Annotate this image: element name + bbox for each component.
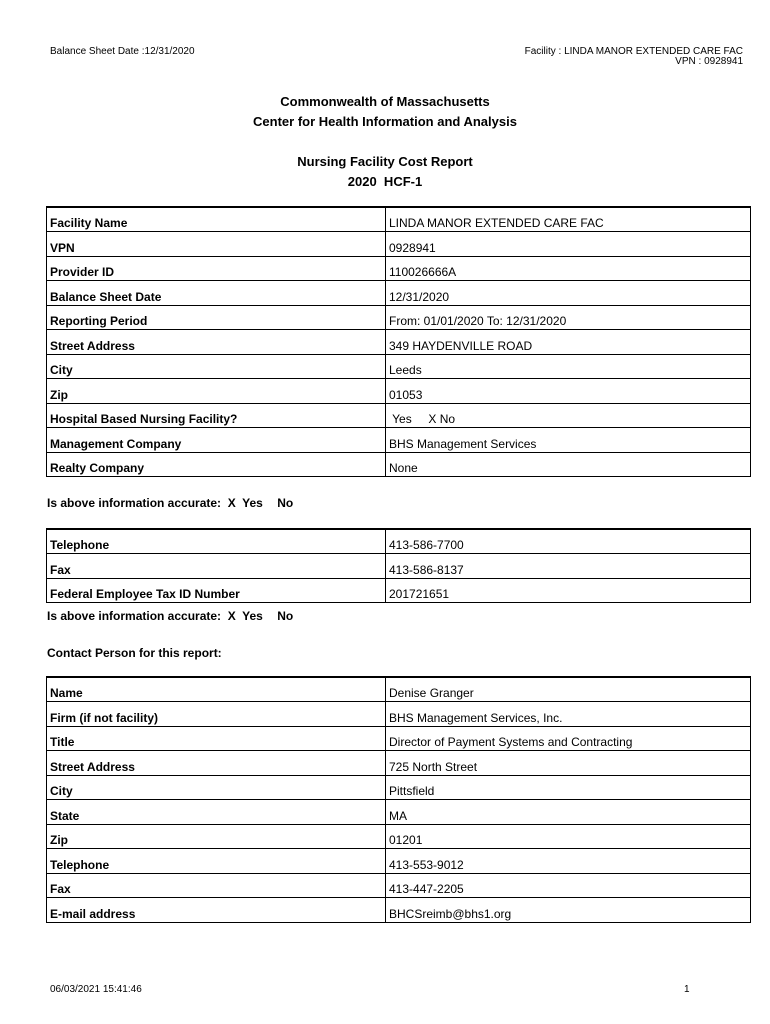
- accuracy-no: No: [277, 609, 294, 623]
- row-label: Provider ID: [47, 256, 386, 281]
- facility-name-header: Facility : LINDA MANOR EXTENDED CARE FAC: [524, 46, 743, 57]
- accuracy-no: No: [277, 496, 294, 510]
- contact-numbers-table: [46, 528, 751, 603]
- table-row: [47, 529, 751, 554]
- accuracy-question: Is above information accurate: X Yes: [47, 609, 263, 623]
- table-row: [47, 256, 751, 281]
- row-value: 349 HAYDENVILLE ROAD: [386, 330, 751, 355]
- row-label: Zip: [47, 379, 386, 404]
- footer-timestamp: 06/03/2021 15:41:46: [50, 984, 142, 995]
- row-label: Title: [47, 726, 386, 751]
- row-label: City: [47, 354, 386, 379]
- vpn-header: VPN : 0928941: [675, 56, 743, 67]
- row-value: 725 North Street: [386, 751, 751, 776]
- row-label: Fax: [47, 554, 386, 579]
- row-value: 413-553-9012: [386, 849, 751, 874]
- row-label: Reporting Period: [47, 305, 386, 330]
- row-value: 12/31/2020: [386, 281, 751, 306]
- row-value: 01053: [386, 379, 751, 404]
- row-label: Telephone: [47, 529, 386, 554]
- row-value: 413-586-8137: [386, 554, 751, 579]
- table-row: [47, 873, 751, 898]
- table-row: [47, 726, 751, 751]
- table-row: [47, 207, 751, 232]
- row-label: State: [47, 800, 386, 825]
- row-value: Director of Payment Systems and Contracting: [386, 726, 751, 751]
- accuracy-note-2: [47, 609, 293, 623]
- row-label: Fax: [47, 873, 386, 898]
- accuracy-note-1: [47, 496, 293, 510]
- table-row: [47, 677, 751, 702]
- table-row: [47, 578, 751, 603]
- table-row: [47, 379, 751, 404]
- table-row: [47, 281, 751, 306]
- facility-header: [525, 47, 743, 67]
- table-row: [47, 751, 751, 776]
- title-year-form: 2020 HCF-1: [347, 174, 423, 189]
- row-label: Name: [47, 677, 386, 702]
- row-value: From: 01/01/2020 To: 12/31/2020: [386, 305, 751, 330]
- table-row: [47, 800, 751, 825]
- row-value: BHS Management Services, Inc.: [386, 702, 751, 727]
- row-value: Denise Granger: [386, 677, 751, 702]
- row-label: Street Address: [47, 751, 386, 776]
- row-value: 413-586-7700: [386, 529, 751, 554]
- table-row: [47, 232, 751, 257]
- contact-person-table: [46, 676, 751, 923]
- contact-person-heading: Contact Person for this report:: [47, 646, 222, 660]
- title-commonwealth: Commonwealth of Massachusetts: [280, 94, 490, 109]
- row-label: Street Address: [47, 330, 386, 355]
- table-row: [47, 428, 751, 453]
- row-label: Firm (if not facility): [47, 702, 386, 727]
- row-value: 110026666A: [386, 256, 751, 281]
- table-row: [47, 702, 751, 727]
- table-row: [47, 305, 751, 330]
- table-row: [47, 824, 751, 849]
- table-row: [47, 330, 751, 355]
- row-value: None: [386, 452, 751, 477]
- table-row: [47, 554, 751, 579]
- row-label: Hospital Based Nursing Facility?: [47, 403, 386, 428]
- row-label: Facility Name: [47, 207, 386, 232]
- balance-sheet-date-header: Balance Sheet Date :12/31/2020: [50, 46, 195, 57]
- table-row: [47, 354, 751, 379]
- row-value: MA: [386, 800, 751, 825]
- row-value: Leeds: [386, 354, 751, 379]
- table-row: [47, 775, 751, 800]
- row-label: VPN: [47, 232, 386, 257]
- title-report: Nursing Facility Cost Report: [297, 154, 473, 169]
- table-row: [47, 898, 751, 923]
- row-label: Realty Company: [47, 452, 386, 477]
- row-label: Management Company: [47, 428, 386, 453]
- row-label: Telephone: [47, 849, 386, 874]
- row-value: LINDA MANOR EXTENDED CARE FAC: [386, 207, 751, 232]
- table-row: [47, 849, 751, 874]
- row-value: 0928941: [386, 232, 751, 257]
- row-value: BHCSreimb@bhs1.org: [386, 898, 751, 923]
- page-number: 1: [684, 984, 690, 995]
- facility-info-table: [46, 206, 751, 477]
- row-label: E-mail address: [47, 898, 386, 923]
- row-value: BHS Management Services: [386, 428, 751, 453]
- table-row: [47, 403, 751, 428]
- row-value: Pittsfield: [386, 775, 751, 800]
- row-label: City: [47, 775, 386, 800]
- title-center: Center for Health Information and Analysis: [253, 114, 517, 129]
- accuracy-question: Is above information accurate: X Yes: [47, 496, 263, 510]
- row-value: 01201: [386, 824, 751, 849]
- row-value: Yes X No: [386, 403, 751, 428]
- row-label: Zip: [47, 824, 386, 849]
- row-value: 413-447-2205: [386, 873, 751, 898]
- row-label: Federal Employee Tax ID Number: [47, 578, 386, 603]
- row-label: Balance Sheet Date: [47, 281, 386, 306]
- row-value: 201721651: [386, 578, 751, 603]
- table-row: [47, 452, 751, 477]
